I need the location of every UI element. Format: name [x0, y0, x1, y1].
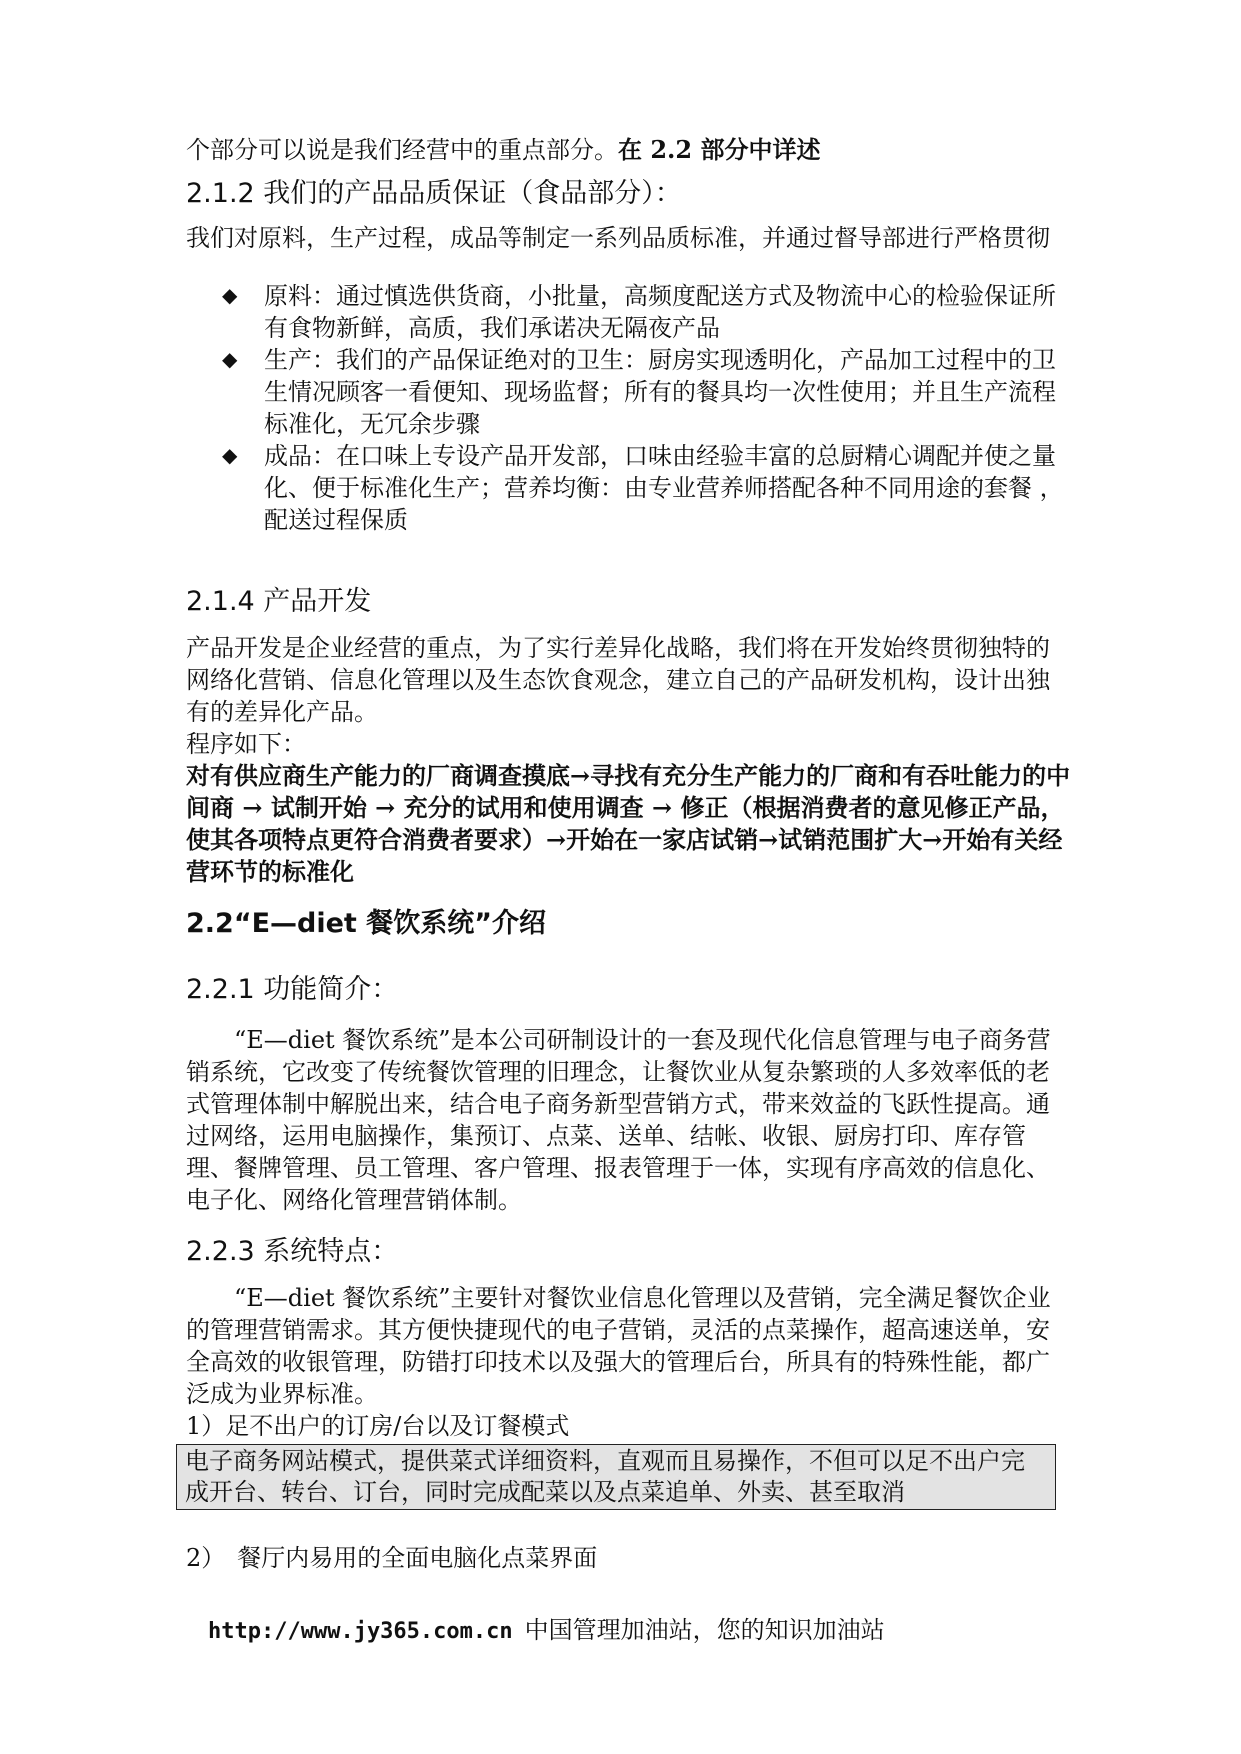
heading-2-1-4: 2.1.4 产品开发	[186, 586, 372, 617]
heading-2-1-2: 2.1.2 我们的产品品质保证（食品部分）：	[186, 178, 682, 209]
footer-slogan: 中国管理加油站，您的知识加油站	[524, 1616, 885, 1644]
list-item-1-label: 1）足不出户的订房/台以及订餐模式	[186, 1412, 570, 1440]
diamond-bullet-icon: ◆	[222, 443, 238, 467]
heading-2-2-1: 2.2.1 功能简介：	[186, 974, 399, 1005]
paragraph-product-development: 产品开发是企业经营的重点，为了实行差异化战略，我们将在开发始终贯彻独特的网络化营销、信息化管理以及生态饮食观念，建立自己的产品研发机构，设计出独有的差异化产品。	[186, 634, 1050, 726]
bullet-item-finished-product	[222, 440, 1072, 536]
quality-bullet-list	[222, 280, 1072, 536]
highlight-box	[176, 1444, 1056, 1510]
bullet-item-raw-material	[222, 280, 1072, 344]
bullet-text: 原料：通过慎选供货商，小批量，高频度配送方式及物流中心的检验保证所有食物新鲜，高质，我们承诺决无隔夜产品	[264, 282, 1056, 342]
diamond-bullet-icon: ◆	[222, 283, 238, 307]
program-label: 程序如下：	[186, 730, 306, 758]
program-flow: 对有供应商生产能力的厂商调查摸底→寻找有充分生产能力的厂商和有吞吐能力的中间商 → 试制开始 → 充分的试用和使用调查 → 修正（根据消费者的意见修正产品，使其各项特点更符合消费者要求）→开始在一家店试销→试销范围扩大→开始有关经营环节的标准化	[186, 761, 1071, 886]
heading-2-2-3: 2.2.3 系统特点：	[186, 1236, 399, 1267]
bullet-item-production	[222, 344, 1072, 440]
heading-2-2: 2.2“E—diet 餐饮系统”介绍	[186, 908, 546, 939]
intro-line	[186, 134, 1066, 166]
footer-url-link[interactable]: http://www.jy365.com.cn	[208, 1619, 513, 1644]
paragraph-system-features: “E—diet 餐饮系统”主要针对餐饮业信息化管理以及营销，完全满足餐饮企业的管理营销需求。其方便快捷现代的电子营销，灵活的点菜操作，超高速送单，安全高效的收银管理，防错打印技术以及强大的管理后台，所具有的特殊性能，都广泛成为业界标准。	[186, 1284, 1051, 1408]
list-item-2-label: 2） 餐厅内易用的全面电脑化点菜界面	[186, 1544, 598, 1572]
bullet-text: 成品：在口味上专设产品开发部，口味由经验丰富的总厨精心调配并使之量化、便于标准化生产；营养均衡：由专业营养师搭配各种不同用途的套餐 ，配送过程保质	[264, 442, 1064, 534]
paragraph-quality: 我们对原料，生产过程，成品等制定一系列品质标准，并通过督导部进行严格贯彻	[186, 224, 1050, 252]
highlight-box-text: 电子商务网站模式，提供菜式详细资料，直观而且易操作，不但可以足不出户完成开台、转台、订台，同时完成配菜以及点菜追单、外卖、甚至取消	[185, 1447, 1025, 1506]
diamond-bullet-icon: ◆	[222, 347, 238, 371]
bullet-text: 生产：我们的产品保证绝对的卫生：厨房实现透明化，产品加工过程中的卫生情况顾客一看便知、现场监督；所有的餐具均一次性使用；并且生产流程标准化，无冗余步骤	[264, 346, 1056, 438]
intro-text: 个部分可以说是我们经营中的重点部分。	[186, 136, 618, 164]
paragraph-function-intro: “E—diet 餐饮系统”是本公司研制设计的一套及现代化信息管理与电子商务营销系统，它改变了传统餐饮管理的旧理念，让餐饮业从复杂繁琐的人多效率低的老式管理体制中解脱出来，结合电子商务新型营销方式，带来效益的飞跃性提高。通过网络，运用电脑操作，集预订、点菜、送单、结帐、收银、厨房打印、库存管理、餐牌管理、员工管理、客户管理、报表管理于一体，实现有序高效的信息化、电子化、网络化管理营销体制。	[186, 1026, 1051, 1214]
intro-bold-text: 在 2.2 部分中详述	[618, 135, 821, 164]
page-footer	[208, 1614, 1008, 1648]
